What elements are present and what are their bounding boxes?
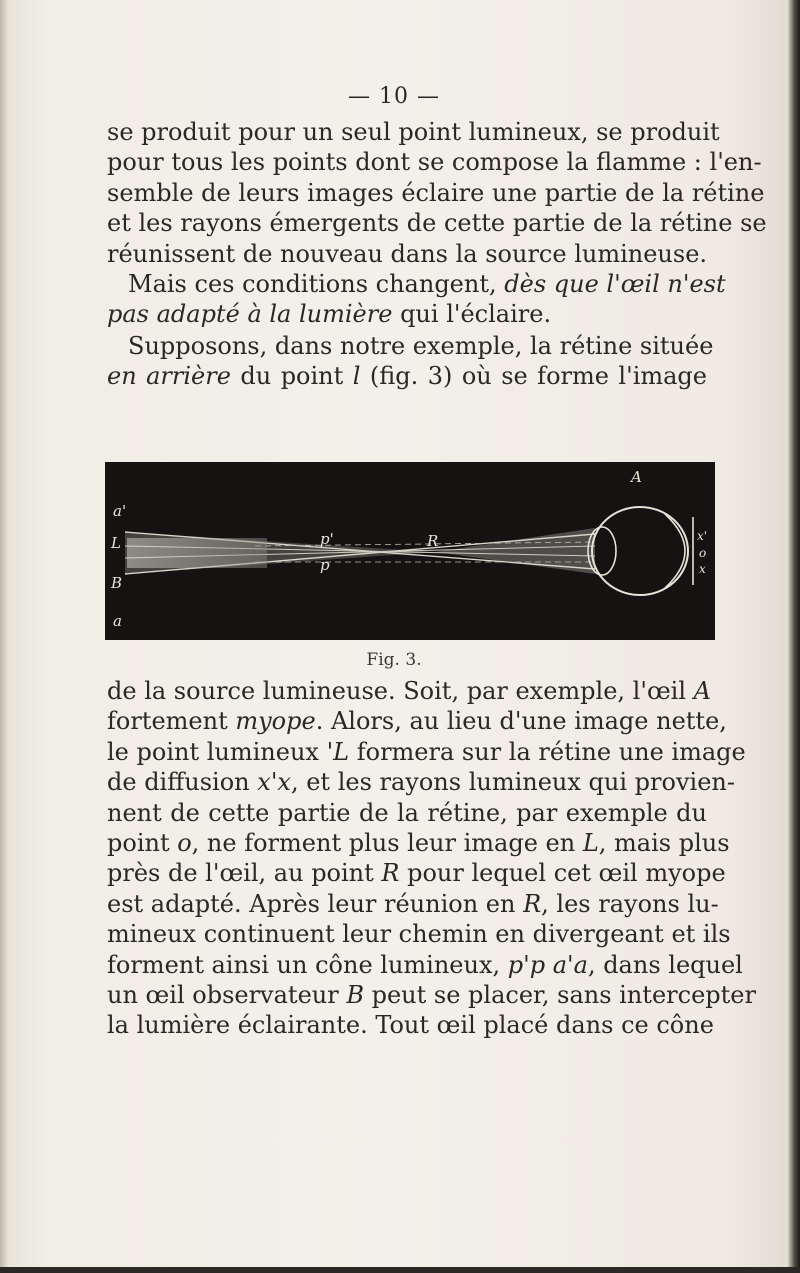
- label-B: B: [111, 574, 123, 592]
- text-line: de la source lumineuse. Soit, par exemple, l'œil A: [107, 677, 712, 705]
- page-right-edge: [788, 0, 800, 1273]
- text-line: pas adapté à la lumière qui l'éclaire.: [107, 300, 552, 329]
- figure-caption: Fig. 3.: [366, 650, 422, 670]
- text-line: semble de leurs images éclaire une partie de la rétine: [107, 178, 765, 207]
- figure-3-diagram: [105, 462, 715, 640]
- label-A: A: [631, 468, 642, 486]
- label-R: R: [427, 532, 439, 550]
- top-paragraph: [107, 117, 767, 269]
- text-line: forment ainsi un cône lumineux, p'p a'a, dans lequel: [107, 950, 743, 979]
- text-line: près de l'œil, au point R pour lequel cet œil myope: [107, 859, 726, 888]
- text-line: nent de cette partie de la rétine, par exemple du: [107, 798, 707, 827]
- label-o: o: [699, 546, 707, 560]
- label-a-prime: a': [113, 502, 127, 520]
- text-line: la lumière éclairante. Tout œil placé dans ce cône: [107, 1011, 714, 1040]
- text-line: Supposons, dans notre exemple, la rétine située: [128, 332, 714, 360]
- label-a: a: [113, 612, 122, 630]
- label-L: L: [111, 534, 121, 552]
- text-line: le point lumineux 'L formera sur la rétine une image: [107, 737, 746, 766]
- eye-A: [588, 507, 693, 595]
- second-paragraph: [107, 269, 726, 330]
- text-line: mineux continuent leur chemin en divergeant et ils: [107, 920, 731, 949]
- page-number: — 10 —: [348, 84, 440, 109]
- light-source-hatching: [127, 538, 267, 568]
- bottom-paragraph: [107, 676, 756, 1041]
- page-left-shadow: [0, 0, 8, 1273]
- text-line: un œil observateur B peut se placer, sans intercepter: [107, 981, 756, 1010]
- page-bottom-edge: [0, 1267, 800, 1273]
- label-p-prime: p': [320, 530, 334, 548]
- text-line: fortement myope. Alors, au lieu d'une image nette,: [107, 707, 727, 736]
- text-line: pour tous les points dont se compose la flamme : l'en-: [107, 148, 762, 177]
- eye-ray-diagram: [105, 462, 715, 640]
- text-line: réunissent de nouveau dans la source lumineuse.: [107, 239, 708, 268]
- text-line: et les rayons émergents de cette partie de la rétine se: [107, 209, 767, 238]
- text-line: de diffusion x'x, et les rayons lumineux qui provien-: [107, 768, 735, 797]
- text-line: en arrière du point l (fig. 3) où se forme l'image: [107, 362, 707, 391]
- text-line: point o, ne forment plus leur image en L, mais plus: [107, 829, 730, 858]
- label-x: x: [699, 562, 706, 576]
- third-paragraph: [107, 331, 714, 392]
- text-line: est adapté. Après leur réunion en R, les rayons lu-: [107, 889, 719, 918]
- label-x-prime: x': [697, 529, 708, 543]
- text-line: se produit pour un seul point lumineux, se produit: [107, 118, 720, 146]
- label-p: p: [320, 556, 330, 574]
- text-line: Mais ces conditions changent, dès que l'œil n'est: [128, 270, 726, 298]
